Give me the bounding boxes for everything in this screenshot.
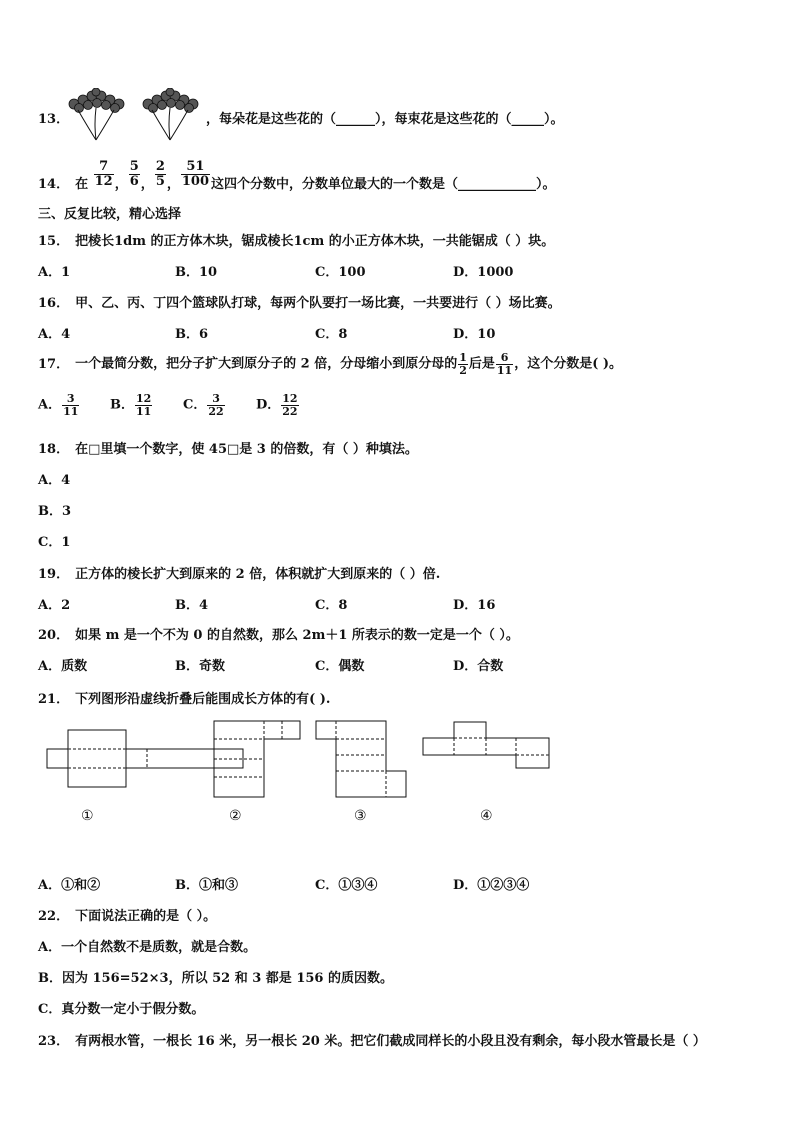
question-number: 22．	[38, 909, 70, 924]
question-number: 17．	[38, 356, 70, 372]
q17-fraction-6-11: $\frac{6}{11}$	[496, 351, 513, 377]
question-20	[38, 624, 519, 643]
q22-option-c[interactable]: C．真分数一定小于假分数。	[38, 1002, 205, 1017]
question-number: 14．	[38, 176, 70, 192]
question-number: 15．	[38, 234, 70, 249]
net-figure-4	[421, 720, 553, 770]
question-16	[38, 292, 561, 311]
q13-text-2: ），每束花是这些花的（	[375, 112, 512, 127]
q16-option-c[interactable]: C．8	[315, 327, 348, 342]
question-number: 19．	[38, 567, 70, 582]
q16-option-d[interactable]: D．10	[453, 327, 496, 342]
question-text: 把棱长1dm 的正方体木块，锯成棱长1cm 的小正方体木块，一共能锯成（ ）块。	[75, 234, 555, 249]
question-number: 23．	[38, 1034, 70, 1049]
q14-fraction-4: $\frac{51}{100}$	[181, 159, 210, 189]
question-text: 下列图形沿虚线折叠后能围成长方体的有( ).	[75, 692, 331, 707]
q14-fraction-2: $\frac{5}{6}$	[129, 159, 139, 189]
q16-option-a[interactable]: A．4	[38, 327, 71, 342]
question-text: ，这个分数是( )。	[514, 356, 623, 372]
question-text: 甲、乙、丙、丁四个篮球队打球，每两个队要打一场比赛，一共要进行（ ）场比赛。	[75, 296, 561, 311]
q17-option-d[interactable]: D． $\frac{12}{22}$	[256, 392, 298, 418]
question-text: 一个最简分数，把分子扩大到原分子的 2 倍，分母缩小到原分母的	[75, 356, 458, 372]
q15-option-a[interactable]: A．1	[38, 265, 71, 280]
q20-option-c[interactable]: C．偶数	[315, 659, 365, 674]
q14-separator: ，	[114, 176, 128, 192]
q13-text-1: ，每朵花是这些花的（	[206, 112, 337, 127]
q18-option-a[interactable]: A．4	[38, 473, 71, 488]
q20-option-b[interactable]: B．奇数	[175, 659, 225, 674]
q14-separator: ，	[140, 176, 154, 192]
figure-label-1: ①	[81, 808, 94, 824]
q19-option-a[interactable]: A．2	[38, 598, 71, 613]
question-15	[38, 230, 554, 249]
q19-option-d[interactable]: D．16	[453, 598, 496, 613]
q21-option-d[interactable]: D．①②③④	[453, 878, 530, 893]
question-number: 16．	[38, 296, 70, 311]
q21-option-a[interactable]: A．①和②	[38, 878, 101, 893]
question-text: 下面说法正确的是（ ）。	[75, 909, 217, 924]
figure-label-2: ②	[229, 808, 242, 824]
net-figure-3	[314, 719, 410, 799]
q15-option-d[interactable]: D．1000	[453, 265, 514, 280]
q13-blank-1: ______	[336, 112, 376, 127]
q21-option-b[interactable]: B．①和③	[175, 878, 238, 893]
figure-label-4: ④	[480, 808, 493, 824]
q20-option-d[interactable]: D．合数	[453, 659, 504, 674]
q17-option-b[interactable]: B． $\frac{12}{11}$	[110, 392, 152, 418]
question-text: 正方体的棱长扩大到原来的 2 倍，体积就扩大到原来的（ ）倍.	[75, 567, 441, 582]
question-number: 13．	[38, 112, 70, 127]
q16-option-b[interactable]: B．6	[175, 327, 209, 342]
question-text: 在□里填一个数字，使 45□是 3 的倍数，有（ ）种填法。	[75, 442, 418, 457]
question-22	[38, 905, 216, 924]
question-text: 有两根水管，一根长 16 米，另一根长 20 米。把它们截成同样长的小段且没有剩余，每小段水管最长是（ ）	[75, 1034, 706, 1049]
q22-option-a[interactable]: A．一个自然数不是质数，就是合数。	[38, 940, 257, 955]
q22-option-b[interactable]: B．因为 156=52×3，所以 52 和 3 都是 156 的质因数。	[38, 971, 393, 986]
q14-pre: 在	[75, 176, 89, 192]
question-text: 如果 m 是一个不为 0 的自然数，那么 2m＋1 所表示的数一定是一个（ ）。	[75, 628, 519, 643]
question-number: 18．	[38, 442, 70, 457]
q15-option-c[interactable]: C．100	[315, 265, 366, 280]
net-figure-2	[212, 719, 304, 799]
q14-blank: ____________	[458, 176, 537, 192]
q19-option-b[interactable]: B．4	[175, 598, 209, 613]
q14-fraction-1: $\frac{7}{12}$	[94, 159, 113, 189]
q18-option-b[interactable]: B．3	[38, 504, 72, 519]
question-17	[38, 352, 622, 376]
q14-end: ）。	[536, 176, 556, 192]
q13-text-3: ）。	[544, 112, 564, 127]
q14-fraction-3: $\frac{2}{5}$	[155, 159, 165, 189]
question-18	[38, 438, 418, 457]
question-number: 21．	[38, 692, 70, 707]
question-23	[38, 1030, 706, 1049]
figure-label-3: ③	[354, 808, 367, 824]
flower-bouquets-illustration	[66, 88, 206, 144]
question-13-text	[206, 108, 564, 127]
q17-option-c[interactable]: C． $\frac{3}{22}$	[183, 392, 224, 418]
q14-post: 这四个分数中，分数单位最大的一个数是（	[211, 176, 459, 192]
q20-option-a[interactable]: A．质数	[38, 659, 88, 674]
question-14	[38, 159, 556, 192]
q19-option-c[interactable]: C．8	[315, 598, 348, 613]
question-text: 后是	[468, 356, 495, 372]
q15-option-b[interactable]: B．10	[175, 265, 218, 280]
question-number: 20．	[38, 628, 70, 643]
question-19	[38, 563, 440, 582]
q14-separator: ，	[166, 176, 180, 192]
question-21	[38, 688, 330, 707]
section-title: 三、反复比较，精心选择	[38, 207, 182, 222]
q21-option-c[interactable]: C．①③④	[315, 878, 378, 893]
q17-option-a[interactable]: A． $\frac{3}{11}$	[38, 392, 79, 418]
q13-blank-2: _____	[511, 112, 545, 127]
q18-option-c[interactable]: C．1	[38, 535, 71, 550]
q17-fraction-half: $\frac{1}{2}$	[459, 351, 467, 377]
